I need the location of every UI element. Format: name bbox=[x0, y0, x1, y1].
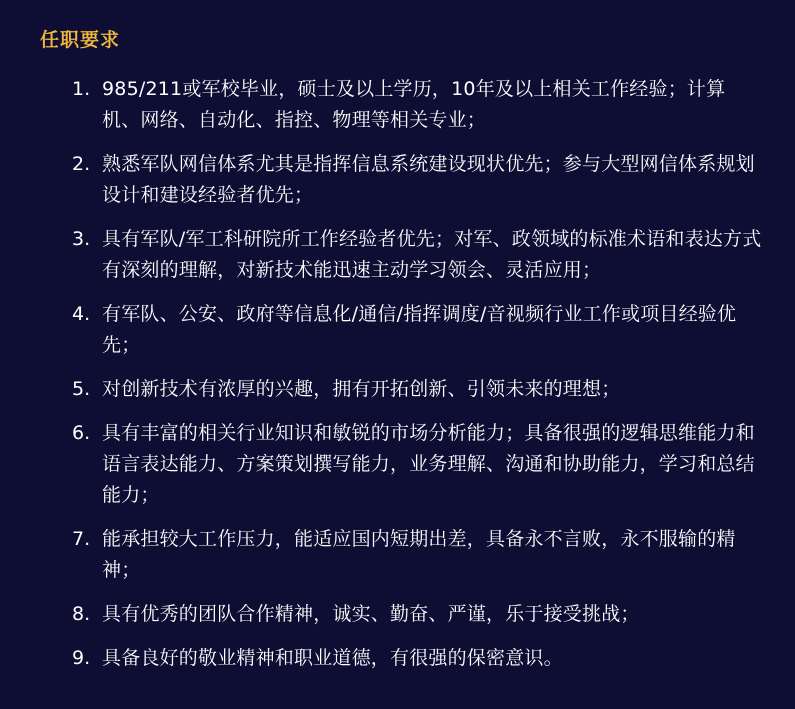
item-number: 5. bbox=[72, 378, 91, 400]
item-number: 7. bbox=[72, 528, 91, 550]
list-item bbox=[72, 224, 762, 286]
item-text: 对创新技术有浓厚的兴趣，拥有开拓创新、引领未来的理想； bbox=[102, 378, 621, 400]
item-text: 熟悉军队网信体系尤其是指挥信息系统建设现状优先；参与大型网信体系规划设计和建设经验者优先； bbox=[102, 153, 755, 206]
item-text: 985/211或军校毕业，硕士及以上学历，10年及以上相关工作经验；计算机、网络、自动化、指控、物理等相关专业； bbox=[102, 78, 726, 131]
list-item bbox=[72, 524, 762, 586]
item-text: 具有优秀的团队合作精神，诚实、勤奋、严谨，乐于接受挑战； bbox=[102, 603, 640, 625]
item-text: 能承担较大工作压力，能适应国内短期出差，具备永不言败，永不服输的精神； bbox=[102, 528, 736, 581]
item-number: 4. bbox=[72, 303, 91, 325]
item-number: 8. bbox=[72, 603, 91, 625]
section-title: 任职要求 bbox=[40, 29, 121, 51]
list-item bbox=[72, 599, 762, 630]
list-item bbox=[72, 643, 762, 674]
item-number: 2. bbox=[72, 153, 91, 175]
item-number: 9. bbox=[72, 647, 91, 669]
list-item bbox=[72, 149, 762, 211]
item-text: 有军队、公安、政府等信息化/通信/指挥调度/音视频行业工作或项目经验优先； bbox=[102, 303, 737, 356]
item-number: 1. bbox=[72, 78, 91, 100]
list-item bbox=[72, 299, 762, 361]
list-item bbox=[72, 374, 762, 405]
requirements-list bbox=[72, 74, 762, 687]
item-text: 具有丰富的相关行业知识和敏锐的市场分析能力；具备很强的逻辑思维能力和语言表达能力、方案策划撰写能力，业务理解、沟通和协助能力，学习和总结能力； bbox=[102, 422, 755, 506]
item-text: 具有军队/军工科研院所工作经验者优先；对军、政领域的标准术语和表达方式有深刻的理解，对新技术能迅速主动学习领会、灵活应用； bbox=[102, 228, 762, 281]
item-number: 3. bbox=[72, 228, 91, 250]
list-item bbox=[72, 418, 762, 511]
item-text: 具备良好的敬业精神和职业道德，有很强的保密意识。 bbox=[102, 647, 563, 669]
list-item bbox=[72, 74, 762, 136]
item-number: 6. bbox=[72, 422, 91, 444]
